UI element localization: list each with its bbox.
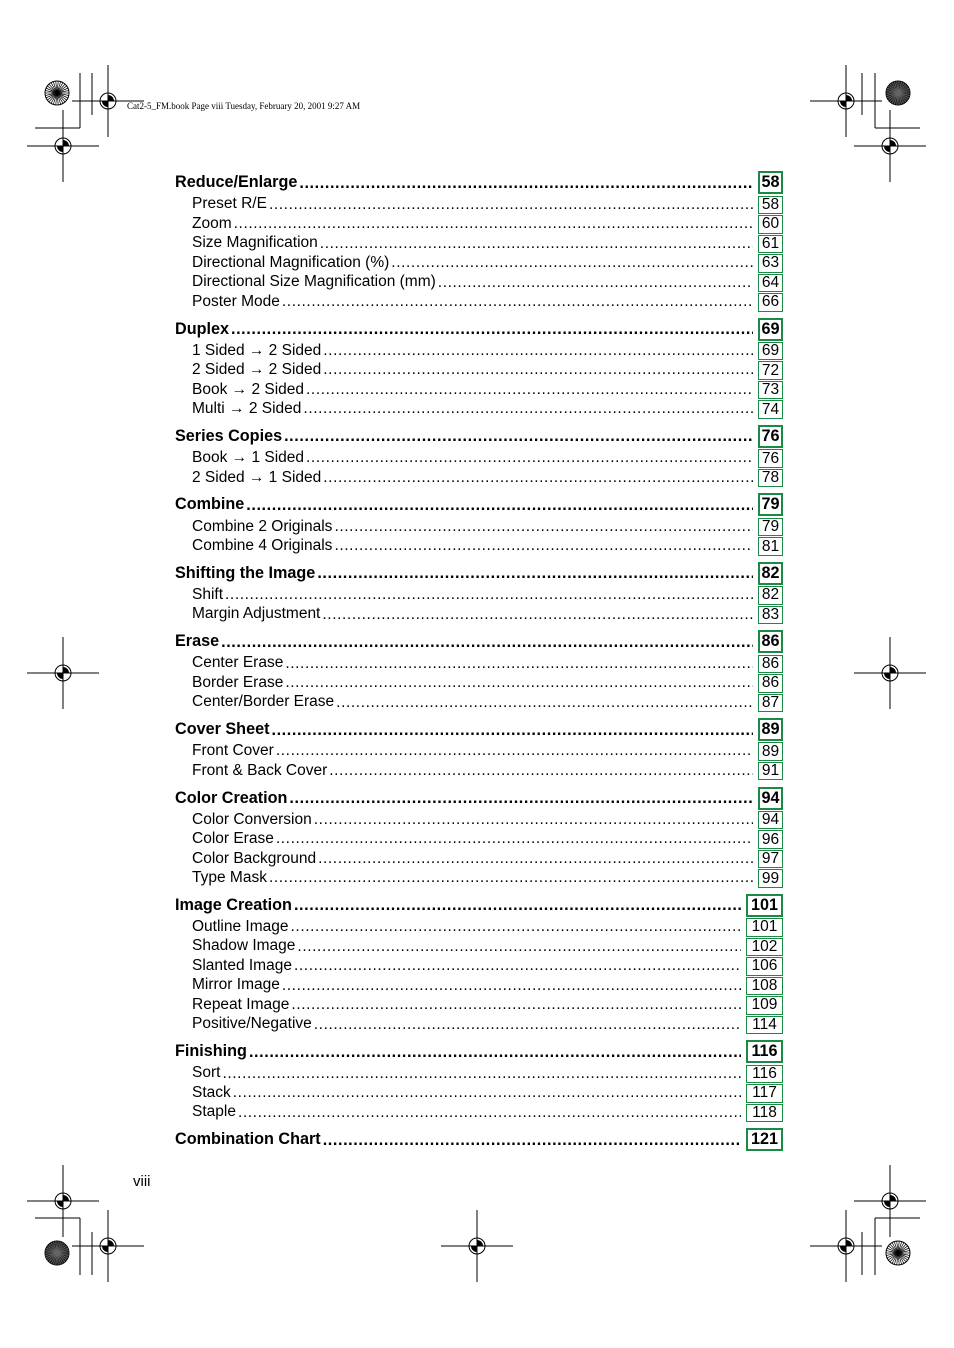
dot-leader [282, 294, 753, 310]
dot-leader [318, 851, 753, 867]
toc-entry-title: Duplex [175, 319, 229, 338]
toc-page-number-box[interactable]: 106 [746, 957, 783, 976]
registration-target-fill [57, 667, 69, 679]
toc-page-number-box[interactable]: 116 [746, 1065, 783, 1084]
toc-entry-title: Cover Sheet [175, 720, 270, 739]
toc-section-entry[interactable] [175, 1040, 783, 1064]
toc-subsection-entry[interactable] [175, 956, 783, 976]
toc-entry-title: Preset R/E [192, 195, 267, 213]
toc-section-entry[interactable] [175, 493, 783, 517]
toc-subsection-entry[interactable] [175, 399, 783, 419]
registration-target-fill [884, 140, 896, 152]
dot-leader [221, 634, 753, 650]
toc-subsection-entry[interactable] [175, 585, 783, 605]
dot-leader [303, 401, 753, 417]
toc-entry-title: Front Cover [192, 742, 274, 760]
dot-leader [329, 763, 753, 779]
dot-leader [320, 236, 753, 252]
dot-leader [225, 587, 753, 603]
toc-entry-title: Size Magnification [192, 234, 318, 252]
dot-leader [291, 919, 742, 935]
toc-entry-title: Outline Image [192, 917, 289, 935]
dot-leader [336, 695, 753, 711]
toc-page-number-box[interactable]: 83 [758, 606, 783, 625]
dot-leader [238, 1105, 741, 1121]
registration-target-fill [471, 1240, 483, 1252]
registration-target-fill [884, 1195, 896, 1207]
toc-subsection-entry[interactable] [175, 1015, 783, 1035]
toc-page-number-box[interactable]: 72 [758, 361, 783, 380]
toc-section-entry[interactable] [175, 718, 783, 742]
toc-entry-title: Shadow Image [192, 937, 296, 955]
toc-page-number-box[interactable]: 82 [758, 562, 783, 585]
toc-page-number-box[interactable]: 86 [758, 630, 783, 653]
registration-target-fill [57, 1195, 69, 1207]
dot-leader [314, 812, 753, 828]
toc-page-number-box[interactable]: 74 [758, 400, 783, 419]
toc-subsection-entry[interactable] [175, 360, 783, 380]
toc-entry-title: Poster Mode [192, 292, 280, 310]
dot-leader [289, 790, 753, 806]
toc-subsection-entry[interactable] [175, 273, 783, 293]
toc-entry-title: Type Mask [192, 869, 267, 887]
toc-subsection-entry[interactable] [175, 761, 783, 781]
toc-subsection-entry[interactable] [175, 214, 783, 234]
toc-subsection-entry[interactable] [175, 741, 783, 761]
toc-entry-title: Sort [192, 1064, 221, 1082]
toc-section-entry[interactable] [175, 630, 783, 654]
toc-entry-title: Combine [175, 495, 245, 514]
dot-leader [323, 343, 753, 359]
toc-subsection-entry[interactable] [175, 380, 783, 400]
toc-subsection-entry[interactable] [175, 995, 783, 1015]
dot-leader [276, 743, 753, 759]
registration-target-fill [840, 95, 852, 107]
toc-page-number-box[interactable]: 109 [746, 996, 783, 1015]
toc-page-number-box[interactable]: 108 [746, 977, 783, 996]
toc-entry-title: Multi → 2 Sided [192, 400, 302, 418]
toc-subsection-entry[interactable] [175, 195, 783, 215]
toc-subsection-entry[interactable] [175, 1103, 783, 1123]
toc-entry-title: Staple [192, 1103, 236, 1121]
toc-entry-title: Zoom [192, 214, 232, 232]
toc-subsection-entry[interactable] [175, 693, 783, 713]
dot-leader [306, 450, 753, 466]
toc-subsection-entry[interactable] [175, 673, 783, 693]
dot-leader [297, 939, 741, 955]
dot-leader [323, 1132, 741, 1148]
toc-page-number-box[interactable]: 81 [758, 537, 783, 556]
toc-page-number-box[interactable]: 78 [758, 469, 783, 488]
toc-page-number-box[interactable]: 121 [746, 1128, 783, 1151]
toc-entry-title: Color Erase [192, 830, 274, 848]
registration-target-fill [840, 1240, 852, 1252]
registration-target-fill [102, 1240, 114, 1252]
dot-leader [391, 255, 753, 271]
toc-page-number-box[interactable]: 96 [758, 830, 783, 849]
dot-leader [285, 675, 753, 691]
toc-subsection-entry[interactable] [175, 1083, 783, 1103]
dot-leader [322, 607, 753, 623]
toc-page-number-box[interactable]: 82 [758, 586, 783, 605]
toc-entry-title: Color Background [192, 849, 317, 867]
toc-subsection-entry[interactable] [175, 810, 783, 830]
toc-page-number-box[interactable]: 101 [746, 894, 783, 917]
toc-entry-title: Margin Adjustment [192, 605, 321, 623]
dot-leader [314, 1017, 741, 1033]
dot-leader [285, 656, 753, 672]
page-number: viii [133, 1173, 151, 1190]
toc-entry-title: 2 Sided → 1 Sided [192, 468, 322, 486]
registration-target-fill [884, 667, 896, 679]
toc-section-entry[interactable] [175, 1128, 783, 1152]
toc-entry-title: Combination Chart [175, 1130, 321, 1149]
toc-entry-title: Directional Size Magnification (mm) [192, 273, 436, 291]
toc-page-number-box[interactable]: 64 [758, 274, 783, 293]
toc-section-entry[interactable] [175, 786, 783, 810]
toc-page-number-box[interactable]: 97 [758, 850, 783, 869]
print-info-header: Cat2-5_FM.book Page viii Tuesday, February 20, 2001 9:27 AM [127, 101, 361, 111]
toc-entry-title: Directional Magnification (%) [192, 253, 390, 271]
toc-entry-title: Front & Back Cover [192, 761, 328, 779]
toc-subsection-entry[interactable] [175, 976, 783, 996]
toc-page-number-box[interactable]: 89 [758, 718, 783, 741]
table-of-contents [175, 171, 783, 1152]
toc-page-number-box[interactable]: 58 [758, 196, 783, 215]
dot-leader [323, 470, 753, 486]
toc-entry-title: Combine 4 Originals [192, 537, 333, 555]
toc-subsection-entry[interactable] [175, 468, 783, 488]
toc-subsection-entry[interactable] [175, 937, 783, 957]
toc-entry-title: Reduce/Enlarge [175, 173, 298, 192]
dot-leader [269, 870, 753, 886]
toc-subsection-entry[interactable] [175, 536, 783, 556]
dot-leader [276, 831, 753, 847]
dot-leader [291, 997, 741, 1013]
toc-page-number-box[interactable]: 94 [758, 787, 783, 810]
registration-target-fill [102, 95, 114, 107]
dot-leader [294, 897, 741, 913]
dot-leader [282, 978, 741, 994]
dot-leader [249, 1044, 741, 1060]
toc-subsection-entry[interactable] [175, 829, 783, 849]
toc-entry-title: Color Conversion [192, 810, 312, 828]
toc-page-number-box[interactable]: 73 [758, 381, 783, 400]
toc-page-number-box[interactable]: 99 [758, 869, 783, 888]
dot-leader [306, 382, 753, 398]
toc-entry-title: 1 Sided → 2 Sided [192, 341, 322, 359]
toc-entry-title: Color Creation [175, 788, 288, 807]
toc-entry-title: Center Erase [192, 654, 284, 672]
toc-page-number-box[interactable]: 63 [758, 254, 783, 273]
toc-page-number-box[interactable]: 114 [746, 1016, 783, 1035]
toc-page-number-box[interactable]: 102 [746, 938, 783, 957]
toc-page-number-box[interactable]: 79 [758, 493, 783, 516]
toc-page-number-box[interactable]: 76 [758, 425, 783, 448]
toc-page-number-box[interactable]: 76 [758, 449, 783, 468]
toc-subsection-entry[interactable] [175, 234, 783, 254]
dot-leader [294, 958, 741, 974]
toc-page-number-box[interactable]: 69 [758, 342, 783, 361]
toc-page-number-box[interactable]: 69 [758, 318, 783, 341]
toc-page-number-box[interactable]: 87 [758, 694, 783, 713]
toc-entry-title: Shifting the Image [175, 563, 316, 582]
toc-subsection-entry[interactable] [175, 917, 783, 937]
toc-entry-title: Mirror Image [192, 976, 280, 994]
toc-subsection-entry[interactable] [175, 1064, 783, 1084]
toc-page-number-box[interactable]: 118 [746, 1104, 783, 1123]
dot-leader [222, 1066, 741, 1082]
dot-leader [317, 565, 753, 581]
dot-leader [233, 1085, 741, 1101]
toc-entry-title: Slanted Image [192, 956, 292, 974]
toc-section-entry[interactable] [175, 317, 783, 341]
registration-target-fill [57, 140, 69, 152]
toc-page-number-box[interactable]: 91 [758, 762, 783, 781]
toc-page-number-box[interactable]: 60 [758, 215, 783, 234]
toc-entry-title: Border Erase [192, 673, 284, 691]
dot-leader [284, 428, 753, 444]
toc-page-number-box[interactable]: 86 [758, 674, 783, 693]
toc-subsection-entry[interactable] [175, 292, 783, 312]
toc-page-number-box[interactable]: 117 [746, 1084, 783, 1103]
toc-subsection-entry[interactable] [175, 868, 783, 888]
toc-page-number-box[interactable]: 58 [758, 171, 783, 194]
toc-page-number-box[interactable]: 61 [758, 235, 783, 254]
toc-section-entry[interactable] [175, 171, 783, 195]
toc-subsection-entry[interactable] [175, 654, 783, 674]
dot-leader [246, 497, 753, 513]
toc-entry-title: Stack [192, 1083, 231, 1101]
toc-entry-title: 2 Sided → 2 Sided [192, 361, 322, 379]
dot-leader [334, 538, 753, 554]
toc-entry-title: Center/Border Erase [192, 693, 335, 711]
toc-page-number-box[interactable]: 86 [758, 655, 783, 674]
toc-entry-title: Shift [192, 585, 224, 603]
toc-entry-title: Repeat Image [192, 995, 290, 1013]
toc-entry-title: Book → 1 Sided [192, 449, 305, 467]
dot-leader [269, 197, 753, 213]
toc-section-entry[interactable] [175, 894, 783, 918]
dot-leader [299, 175, 753, 191]
toc-subsection-entry[interactable] [175, 341, 783, 361]
dot-leader [334, 519, 753, 535]
toc-entry-title: Combine 2 Originals [192, 517, 333, 535]
toc-entry-title: Erase [175, 632, 220, 651]
toc-page-number-box[interactable]: 101 [746, 918, 783, 937]
toc-entry-title: Finishing [175, 1042, 247, 1061]
toc-page-number-box[interactable]: 94 [758, 811, 783, 830]
toc-page-number-box[interactable]: 66 [758, 293, 783, 312]
toc-subsection-entry[interactable] [175, 517, 783, 537]
toc-entry-title: Book → 2 Sided [192, 380, 305, 398]
dot-leader [234, 216, 753, 232]
toc-section-entry[interactable] [175, 425, 783, 449]
toc-subsection-entry[interactable] [175, 253, 783, 273]
dot-leader [271, 722, 753, 738]
dot-leader [231, 321, 753, 337]
dot-leader [438, 275, 753, 291]
toc-subsection-entry[interactable] [175, 605, 783, 625]
toc-page-number-box[interactable]: 89 [758, 742, 783, 761]
toc-entry-title: Series Copies [175, 427, 283, 446]
toc-subsection-entry[interactable] [175, 448, 783, 468]
dot-leader [323, 362, 753, 378]
toc-section-entry[interactable] [175, 562, 783, 586]
toc-page-number-box[interactable]: 116 [746, 1040, 783, 1063]
toc-entry-title: Positive/Negative [192, 1015, 312, 1033]
toc-subsection-entry[interactable] [175, 849, 783, 869]
toc-entry-title: Image Creation [175, 895, 292, 914]
toc-page-number-box[interactable]: 79 [758, 518, 783, 537]
